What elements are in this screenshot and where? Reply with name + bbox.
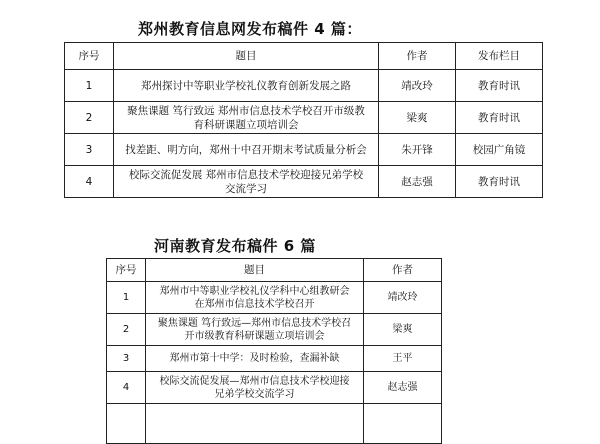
row-author: 靖改玲	[379, 70, 456, 102]
header-no: 序号	[107, 259, 146, 282]
row-column: 教育时讯	[456, 166, 543, 198]
table-header-row	[107, 259, 442, 282]
section1-table	[64, 42, 543, 198]
table-row-partial	[107, 404, 442, 444]
table-header-row	[65, 43, 543, 70]
row-author: 梁爽	[364, 314, 442, 346]
row-title: 校际交流促发展—郑州市信息技术学校迎接兄弟学校交流学习	[146, 372, 364, 404]
row-title: 郑州探讨中等职业学校礼仪教育创新发展之路	[114, 70, 379, 102]
row-author: 赵志强	[379, 166, 456, 198]
table-row	[107, 282, 442, 314]
row-no: 3	[107, 346, 146, 372]
row-no: 2	[107, 314, 146, 346]
section2-title: 河南教育发布稿件 6 篇	[154, 237, 316, 255]
table-row	[65, 166, 543, 198]
row-author: 梁爽	[379, 102, 456, 134]
row-title: 聚焦课题 笃行致远 郑州市信息技术学校召开市级教育科研课题立项培训会	[114, 102, 379, 134]
row-author: 朱开锋	[379, 134, 456, 166]
row-no: 2	[65, 102, 114, 134]
table-row	[65, 102, 543, 134]
row-author: 靖改玲	[364, 282, 442, 314]
row-no: 3	[65, 134, 114, 166]
table-row	[107, 372, 442, 404]
header-no: 序号	[65, 43, 114, 70]
header-author: 作者	[379, 43, 456, 70]
table-row	[65, 70, 543, 102]
row-title: 校际交流促发展 郑州市信息技术学校迎接兄弟学校交流学习	[114, 166, 379, 198]
section1-title: 郑州教育信息网发布稿件 4 篇：	[138, 20, 362, 38]
row-author: 赵志强	[364, 372, 442, 404]
header-title: 题目	[114, 43, 379, 70]
row-column: 校园广角镜	[456, 134, 543, 166]
row-title: 找差距、明方向，郑州十中召开期末考试质量分析会	[114, 134, 379, 166]
table-row	[65, 134, 543, 166]
row-title: 郑州市中等职业学校礼仪学科中心组教研会在郑州市信息技术学校召开	[146, 282, 364, 314]
row-no: 1	[107, 282, 146, 314]
table-row	[107, 314, 442, 346]
row-no: 1	[65, 70, 114, 102]
row-no: 4	[107, 372, 146, 404]
header-author: 作者	[364, 259, 442, 282]
row-column: 教育时讯	[456, 70, 543, 102]
row-no: 4	[65, 166, 114, 198]
section2-table	[106, 258, 442, 444]
row-author: 王平	[364, 346, 442, 372]
header-title: 题目	[146, 259, 364, 282]
header-column: 发布栏目	[456, 43, 543, 70]
table-row	[107, 346, 442, 372]
row-title: 聚焦课题 笃行致远—郑州市信息技术学校召开市级教育科研课题立项培训会	[146, 314, 364, 346]
row-column: 教育时讯	[456, 102, 543, 134]
row-title: 郑州市第十中学：及时检验，查漏补缺	[146, 346, 364, 372]
